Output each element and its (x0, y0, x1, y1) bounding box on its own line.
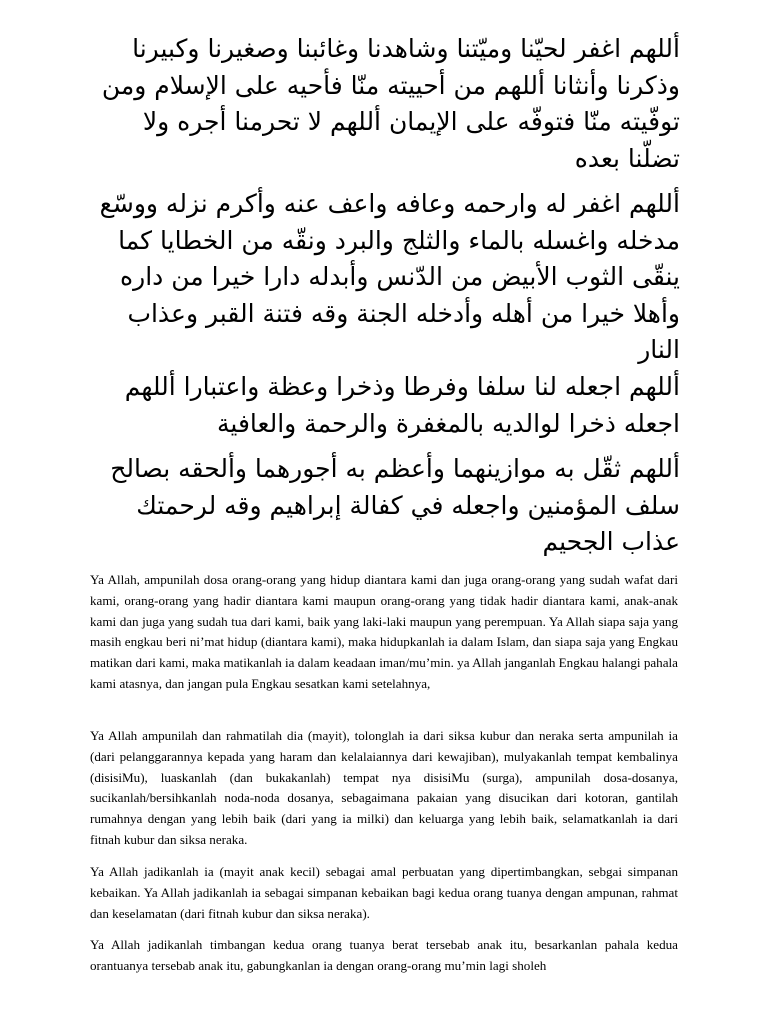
translation-paragraph-2: Ya Allah ampunilah dan rahmatilah dia (mayit), tolonglah ia dari siksa kubur dan neraka serta ampunilah ia (dari pelanggarannya kepada yang haram dan kelalaiannya dari kewajiban), mulyakanlah tempat kembalinya (disisiMu), luaskanlah (dan bukakanlah) tempat nya disisiMu (surga), ampunilah dosa-dosanya, sucikanlah/bersihkanlah noda-noda dosanya, sebagaimana pakaian yang disucikan dari kotoran, gantilah rumahnya dengan yang lebih baik (dari yang ia milki) dan keluarga yang lebih baik, selamatkanlah ia dari fitnah kubur dan siksa neraka. (90, 728, 678, 847)
arabic-prayer-paragraph-2: أللهم اغفر له وارحمه وعافه واعف عنه وأكرم نزله ووسّع مدخله واغسله بالماء والثلج والبرد ونقّه من الخطايا كما ينقّى الثوب الأبيض من الدّنس وأبدله دارا خيرا من داره وأهلا خيرا من أهله وأدخله الجنة وقه فتنة القبر وعذاب النار (99, 189, 680, 364)
arabic-prayer-paragraph-4: أللهم ثقّل به موازينهما وأعظم به أجورهما وألحقه بصالح سلف المؤمنين واجعله في كفالة إبراهيم وقه لرحمتك عذاب الجحيم (110, 454, 680, 556)
arabic-prayer-paragraph-1: أللهم اغفر لحيّنا وميّتنا وشاهدنا وغائبنا وصغيرنا وكبيرنا وذكرنا وأنثانا أللهم من أحييته منّا فأحيه على الإسلام ومن توفّيته منّا فتوفّه على الإيمان أللهم لا تحرمنا أجره ولا تضلّنا بعده (101, 34, 680, 173)
translation-paragraph-4: Ya Allah jadikanlah timbangan kedua orang tuanya berat tersebab anak itu, besarkanlan pahala kedua orantuanya tersebab anak itu, gabungkanlan ia dengan orang-orang mu’min lagi sholeh (90, 937, 678, 973)
arabic-prayer-paragraph-3: أللهم اجعله لنا سلفا وفرطا وذخرا وعظة واعتبارا أللهم اجعله ذخرا لوالديه بالمغفرة والرحمة والعافية (124, 372, 680, 438)
translation-paragraph-1: Ya Allah, ampunilah dosa orang-orang yang hidup diantara kami dan juga orang-orang yang sudah wafat dari kami, orang-orang yang hadir diantara kami maupun orang-orang yang tidak hadir diantara kami, anak-anak kami dan juga yang sudah tua dari kami, baik yang laki-laki maupun yang perempuan. Ya Allah siapa saja yang masih engkau beri ni’mat hidup (diantara kami), maka hidupkanlah ia dalam Islam, dan siapa saja yang Engkau matikan dari kami, maka matikanlah ia dalam keadaan iman/mu’min. ya Allah janganlah Engkau halangi pahala kami atasnya, dan jangan pula Engkau sesatkan kami setelahnya, (90, 572, 678, 691)
translation-paragraph-3: Ya Allah jadikanlah ia (mayit anak kecil) sebagai amal perbuatan yang dipertimbangkan, sebgai simpanan kebaikan. Ya Allah jadikanlah ia sebagai simpanan kebaikan bagi kedua orang tuanya dengan ampunan, rahmat dan keselamatan (dari fitnah kubur dan siksa neraka). (90, 864, 678, 921)
